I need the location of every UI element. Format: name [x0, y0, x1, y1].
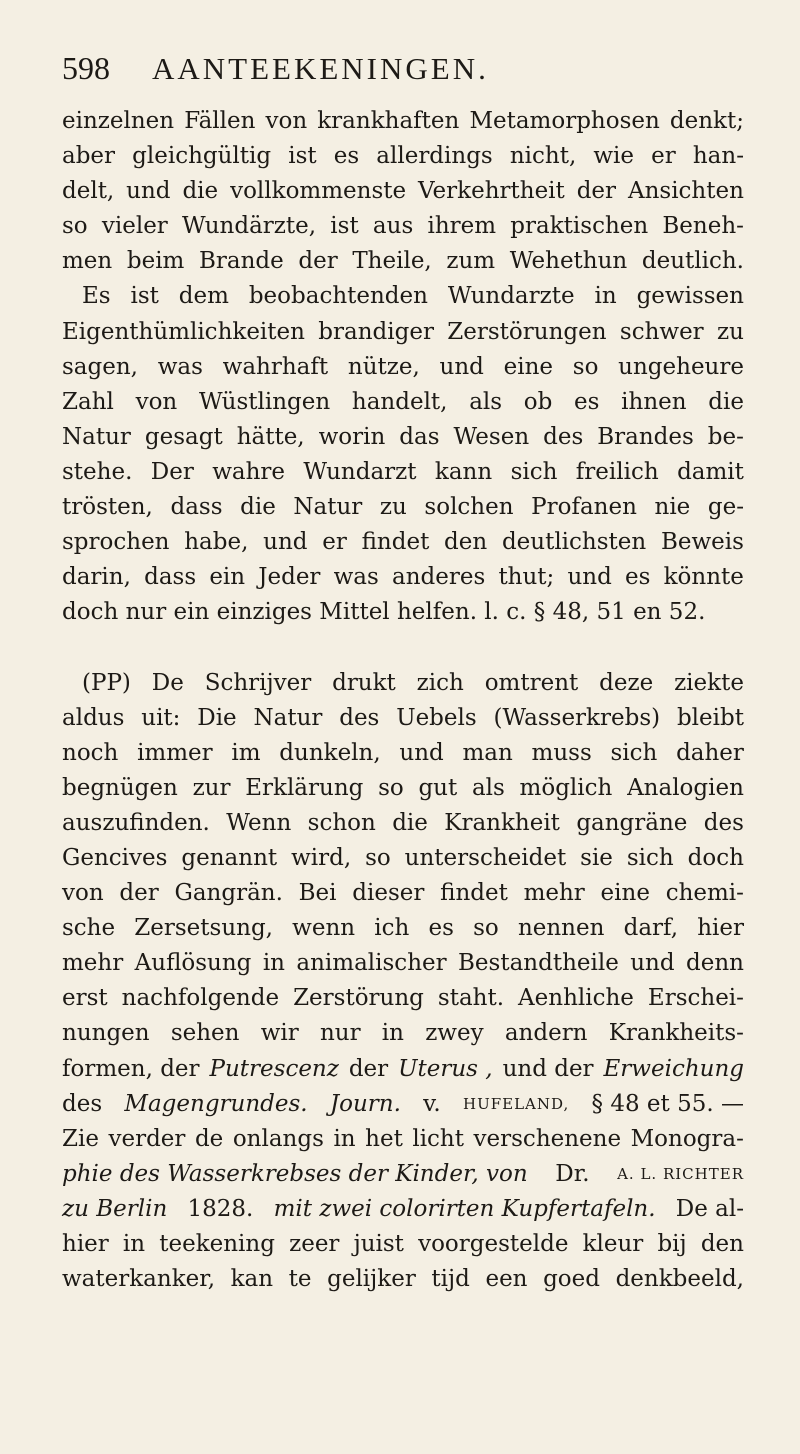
word: es [625, 564, 651, 591]
word: Eigenthümlichkeiten [62, 318, 305, 345]
word: het [365, 1125, 403, 1152]
word: dass [144, 564, 197, 591]
word: Bei [298, 880, 337, 907]
word: (PP) [82, 669, 131, 696]
word: hätte, [236, 423, 305, 450]
word: Metamorphosen [469, 108, 660, 134]
word: freilich [575, 458, 659, 485]
word: unterscheidet [404, 844, 567, 871]
word: in [122, 1231, 146, 1257]
word: Uebels [396, 704, 477, 731]
word: denn [686, 950, 744, 977]
word: muss [531, 739, 592, 766]
word: dass [170, 494, 223, 521]
author-name: HUFELAND, [462, 1094, 570, 1113]
word: dem [178, 283, 229, 310]
italic-term: Magengrundes. [124, 1090, 308, 1117]
word: dunkeln, [279, 739, 381, 766]
word: er [651, 143, 676, 170]
word: Schrijver [204, 669, 312, 696]
word: Jeder [258, 564, 321, 591]
text-line [62, 420, 744, 455]
word: sprochen [62, 529, 170, 556]
word: te [288, 1266, 312, 1293]
word: mehr [523, 880, 585, 907]
word: aldus [62, 704, 125, 731]
word: Es [82, 283, 111, 310]
word: des [339, 704, 380, 731]
word: aus [372, 213, 414, 240]
word: so [572, 353, 599, 380]
word: men [62, 248, 113, 275]
word: Brande [198, 248, 284, 275]
word: Gencives [62, 844, 168, 871]
word: einzelnen [62, 108, 175, 134]
word: hier [62, 1231, 109, 1257]
word: Wundärzte, [182, 213, 317, 240]
word: so [378, 774, 404, 801]
word: Auflösung [134, 950, 252, 977]
word: ich [374, 915, 410, 942]
word: juist [353, 1231, 404, 1257]
word: nie [654, 494, 691, 521]
word: und [399, 739, 444, 766]
word: von [135, 388, 178, 415]
word: Erschei- [647, 985, 744, 1012]
text-line [62, 771, 744, 806]
word: gut [418, 774, 458, 801]
word: so [365, 844, 391, 871]
running-head: AANTEEKENINGEN. [152, 51, 489, 86]
word: zu [717, 318, 744, 345]
word: Aenhliche [518, 985, 634, 1012]
word: den [700, 1231, 744, 1257]
word: sich [626, 844, 674, 871]
word: es [574, 388, 600, 415]
word: de [194, 1125, 224, 1152]
word: ob [523, 388, 553, 415]
word: Beweis [660, 529, 744, 556]
word: bleibt [676, 704, 744, 731]
word: was [333, 564, 379, 591]
word: gesagt [144, 423, 223, 450]
word: daher [676, 739, 744, 766]
word: er [322, 529, 347, 556]
word: was [157, 353, 203, 380]
text-line [62, 209, 744, 244]
text-line [62, 525, 744, 560]
word: beim [126, 248, 185, 275]
word: ziekte [674, 669, 744, 696]
word: teekening [159, 1231, 275, 1257]
word: sehen [170, 1020, 240, 1047]
text-line [62, 104, 744, 139]
word: damit [677, 458, 744, 485]
word: onlangs [232, 1125, 324, 1152]
word: krankhaften [317, 108, 460, 134]
word: Brandes [597, 423, 694, 450]
word: habe, [184, 529, 249, 556]
word: Gangrän. [174, 880, 283, 907]
word: in [333, 1125, 356, 1152]
word: staht. [437, 985, 505, 1012]
word: De [151, 669, 184, 696]
text-line [62, 841, 744, 876]
word: Natur [253, 704, 323, 731]
word: Zersetsung, [134, 915, 273, 942]
word: tijd [431, 1266, 470, 1293]
word: Bestandtheile [458, 950, 619, 977]
word: ist [330, 213, 359, 240]
word: handelt, [351, 388, 448, 415]
word: Verkehrtheit [418, 178, 565, 205]
word: praktischen [510, 213, 649, 240]
word: Profanen [531, 494, 637, 521]
text-line [62, 350, 744, 385]
word: chemi- [665, 880, 744, 907]
text-line [62, 666, 744, 701]
text-line [62, 279, 744, 314]
italic-title: mit zwei colorirten Kupfertafeln. [273, 1195, 656, 1222]
word: solchen [424, 494, 514, 521]
word: kann [434, 458, 493, 485]
text-line [62, 560, 744, 595]
word: Wüstlingen [198, 388, 331, 415]
word: wahrhaft [222, 353, 329, 380]
word: wahre [212, 458, 286, 485]
word: der [576, 178, 617, 205]
word: kan [230, 1266, 274, 1293]
word: delt, [62, 178, 115, 205]
word: vieler [101, 213, 168, 240]
word: Der [150, 458, 194, 485]
word: und [630, 950, 675, 977]
word: kleur [582, 1231, 644, 1257]
word: Fällen [184, 108, 256, 134]
text-line [62, 455, 744, 490]
text-line [62, 1016, 744, 1051]
word: een [485, 1266, 528, 1293]
word: be- [707, 423, 744, 450]
word: vollkommenste [230, 178, 407, 205]
word: han- [692, 143, 744, 170]
word: gleichgültig [132, 143, 272, 170]
text-span: 1828. [187, 1195, 254, 1222]
word: zu [379, 494, 407, 521]
italic-term: Putrescenz [209, 1055, 339, 1082]
word: der [298, 248, 338, 275]
text-line [62, 244, 744, 279]
word: die [240, 494, 276, 521]
paragraph-spacer [62, 630, 744, 665]
text-line [62, 490, 744, 525]
word: Natur [62, 423, 131, 450]
word: aber [62, 143, 116, 170]
text-span: des [62, 1090, 103, 1117]
word: sie [580, 844, 613, 871]
word: doch [687, 844, 744, 871]
word: verschenene [473, 1125, 622, 1152]
word: findet [361, 529, 430, 556]
word: nungen [62, 1020, 150, 1047]
text-line [62, 1192, 744, 1227]
word: sich [510, 458, 558, 485]
word: deutlich. [641, 248, 744, 275]
text-line [62, 1087, 744, 1122]
word: animalischer [296, 950, 447, 977]
text-span: und der [502, 1055, 594, 1082]
word: genannt [181, 844, 278, 871]
word: Krankheits- [608, 1020, 744, 1047]
text-line [62, 1262, 744, 1297]
word: goed [543, 1266, 600, 1293]
word: wir [260, 1020, 299, 1047]
text-line [62, 1052, 744, 1087]
word: wenn [292, 915, 356, 942]
text-line [62, 736, 744, 771]
word: Wundarzte [447, 283, 575, 310]
paragraph-2 [62, 666, 744, 1298]
text-line [62, 315, 744, 350]
word: im [231, 739, 261, 766]
word: Erklärung [245, 774, 364, 801]
word: deutlichsten [501, 529, 647, 556]
word: es [428, 915, 454, 942]
word: nur [319, 1020, 361, 1047]
word: bij [657, 1231, 687, 1257]
page-header [62, 50, 702, 90]
word: Beneh- [662, 213, 744, 240]
word: zur [192, 774, 231, 801]
word: darin, [62, 564, 131, 591]
word: gangräne [576, 809, 688, 836]
word: drukt [332, 669, 396, 696]
word: begnügen [62, 774, 178, 801]
italic-title: phie des Wasserkrebses der Kinder, von [62, 1160, 528, 1187]
word: mehr [62, 950, 124, 977]
text-line [62, 981, 744, 1016]
word: waterkanker, [62, 1266, 216, 1293]
word: ge- [707, 494, 744, 521]
word: schon [307, 809, 376, 836]
word: sagen, [62, 353, 138, 380]
body-text [62, 104, 744, 1297]
word: Zie [62, 1125, 99, 1152]
word: Wesen [453, 423, 530, 450]
word: Analogien [627, 774, 744, 801]
text-span: der [348, 1055, 389, 1082]
text-line: doch nur ein einziges Mittel helfen. l. c. § 48, 51 en 52. [62, 599, 706, 626]
word: die [392, 809, 428, 836]
word: als [471, 774, 505, 801]
word: denkbeeld, [615, 1266, 744, 1293]
word: ist [130, 283, 159, 310]
word: allerdings [376, 143, 493, 170]
word: ist [288, 143, 317, 170]
text-line [62, 174, 744, 209]
text-line [62, 806, 744, 841]
word: zwey [425, 1020, 484, 1047]
word: gewissen [636, 283, 744, 310]
word: nütze, [347, 353, 420, 380]
word: Zahl [62, 388, 114, 415]
word: omtrent [484, 669, 579, 696]
word: in [594, 283, 617, 310]
word: und [263, 529, 308, 556]
text-line [62, 946, 744, 981]
word: trösten, [62, 494, 153, 521]
word: eine [503, 353, 554, 380]
word: des [703, 809, 744, 836]
word: voorgestelde [418, 1231, 569, 1257]
word: in [381, 1020, 404, 1047]
word: Natur [293, 494, 363, 521]
text-span: § 48 et 55. — [591, 1090, 744, 1117]
word: wird, [291, 844, 352, 871]
word: worin [318, 423, 386, 450]
text-line [62, 1227, 744, 1262]
author-name: A. L. RICHTER [617, 1164, 744, 1183]
word: ungeheure [618, 353, 744, 380]
word: immer [137, 739, 213, 766]
text-line [62, 385, 744, 420]
text-span: De al- [675, 1195, 744, 1222]
word: anderes [391, 564, 486, 591]
word: und [439, 353, 484, 380]
word: beobachtenden [248, 283, 428, 310]
word: ihnen [621, 388, 687, 415]
page-number: 598 [62, 50, 110, 86]
word: Die [197, 704, 237, 731]
word: denkt; [669, 108, 744, 134]
text-line [62, 1157, 744, 1192]
word: Monogra- [630, 1125, 744, 1152]
word: zeer [289, 1231, 340, 1257]
text-span: Dr. [555, 1160, 590, 1187]
text-line [62, 701, 744, 736]
word: den [444, 529, 488, 556]
italic-term: Journ. [329, 1090, 401, 1117]
text-span: formen, der [62, 1055, 200, 1082]
text-line [62, 1122, 744, 1157]
word: der [119, 880, 159, 907]
word: wie [593, 143, 635, 170]
word: nicht, [509, 143, 577, 170]
word: Krankheit [444, 809, 560, 836]
word: licht [412, 1125, 464, 1152]
text-line [62, 911, 744, 946]
word: so [473, 915, 499, 942]
word: (Wasserkrebs) [493, 704, 661, 731]
word: nennen [517, 915, 605, 942]
word: von [62, 880, 104, 907]
word: findet [440, 880, 508, 907]
word: Wenn [226, 809, 292, 836]
word: zum [446, 248, 496, 275]
word: die [708, 388, 744, 415]
word: noch [62, 739, 119, 766]
text-line [62, 139, 744, 174]
word: Wehethun [509, 248, 628, 275]
word: so [62, 213, 88, 240]
word: ihrem [427, 213, 497, 240]
word: und [126, 178, 171, 205]
word: hier [697, 915, 744, 942]
word: auszufinden. [62, 809, 210, 836]
text-line [62, 876, 744, 911]
word: thut; [498, 564, 555, 591]
word: stehe. [62, 458, 133, 485]
word: Theile, [352, 248, 432, 275]
word: dieser [352, 880, 425, 907]
word: die [182, 178, 219, 205]
word: und [567, 564, 612, 591]
word: Wundarzt [303, 458, 417, 485]
word: eine [600, 880, 650, 907]
word: schwer [619, 318, 704, 345]
word: Zerstörungen [447, 318, 607, 345]
word: deze [599, 669, 654, 696]
word: nachfolgende [121, 985, 280, 1012]
word: als [469, 388, 503, 415]
italic-term: zu Berlin [62, 1195, 168, 1222]
word: ein [209, 564, 246, 591]
word: andern [504, 1020, 588, 1047]
word: man [462, 739, 513, 766]
word: verder [108, 1125, 186, 1152]
word: sche [62, 915, 116, 942]
word: von [265, 108, 308, 134]
word: darf, [623, 915, 679, 942]
italic-term: Erweichung [603, 1055, 744, 1082]
word: in [262, 950, 285, 977]
italic-term: Uterus , [398, 1055, 493, 1082]
word: brandiger [318, 318, 434, 345]
word: das [399, 423, 440, 450]
word: Ansichten [627, 178, 744, 205]
paragraph-1 [62, 104, 744, 630]
word: könnte [663, 564, 744, 591]
word: des [543, 423, 584, 450]
word: gelijker [327, 1266, 416, 1293]
word: sich [610, 739, 658, 766]
word: Zerstörung [293, 985, 424, 1012]
word: möglich [519, 774, 613, 801]
text-span: v. [423, 1090, 441, 1117]
word: es [333, 143, 360, 170]
word: zich [416, 669, 464, 696]
word: uit: [141, 704, 181, 731]
word: erst [62, 985, 108, 1012]
